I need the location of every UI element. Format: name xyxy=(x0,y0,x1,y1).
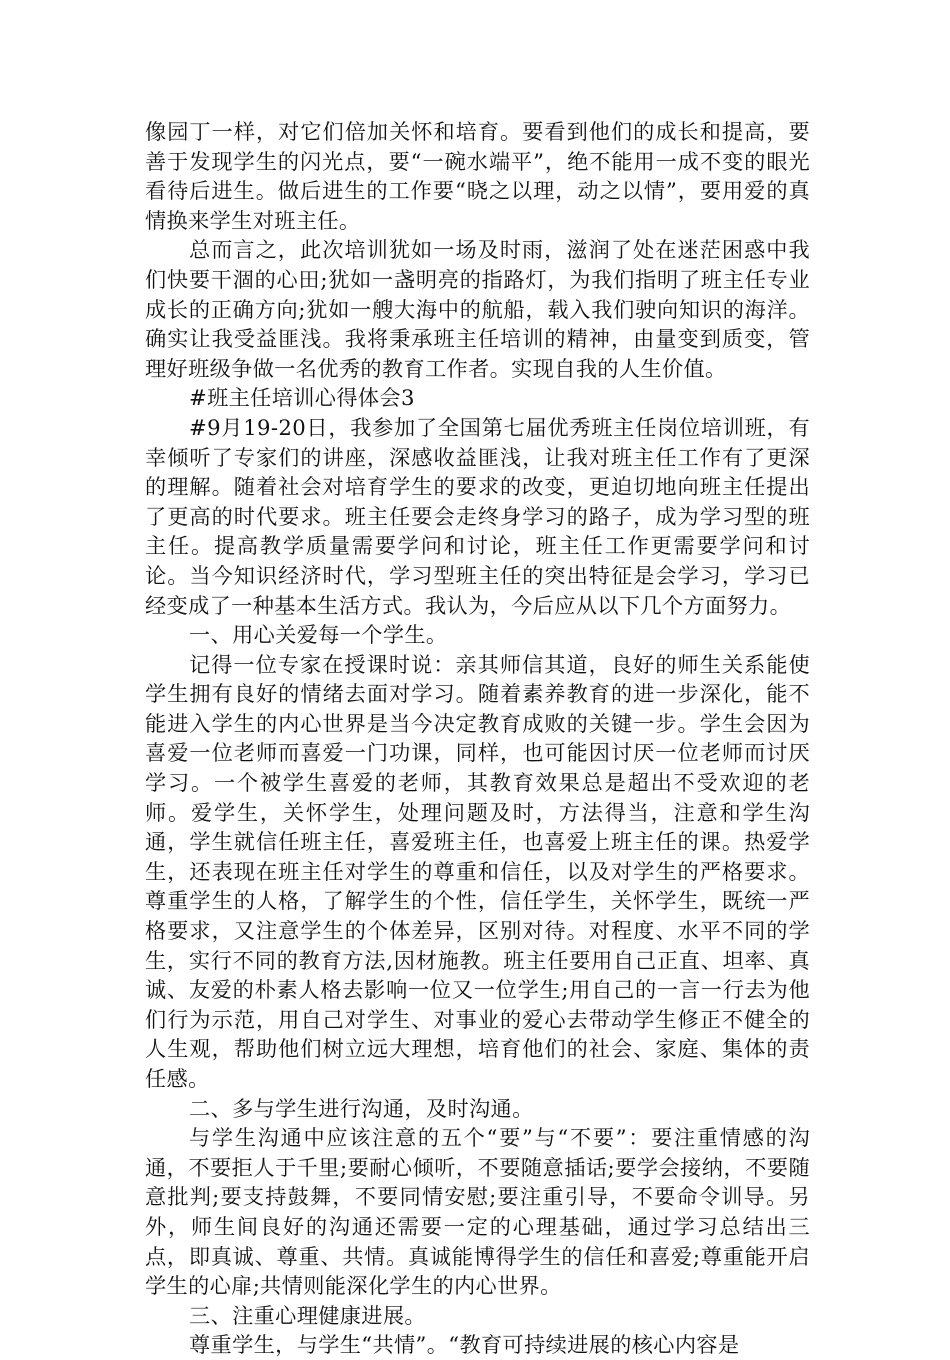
paragraph: 记得一位专家在授课时说：亲其师信其道，良好的师生关系能使学生拥有良好的情绪去面对学习。随着素养教育的进一步深化，能不能进入学生的内心世界是当今决定教育成败的关键一步。学生会因为喜爱一位老师而喜爱一门功课，同样，也可能因讨厌一位老师而讨厌学习。一个被学生喜爱的老师，其教育效果总是超出不受欢迎的老师。爱学生，关怀学生，处理问题及时，方法得当，注意和学生沟通，学生就信任班主任，喜爱班主任，也喜爱上班主任的课。热爱学生，还表现在班主任对学生的尊重和信任，以及对学生的严格要求。尊重学生的人格，了解学生的个性，信任学生，关怀学生，既统一严格要求，又注意学生的个体差异，区别对待。对程度、水平不同的学生，实行不同的教育方法,因材施教。班主任要用自己正直、坦率、真诚、友爱的朴素人格去影响一位又一位学生;用自己的一言一行去为他们行为示范，用自己对学生、对事业的爱心去带动学生修正不健全的人生观，帮助他们树立远大理想，培育他们的社会、家庭、集体的责任感。 xyxy=(145,651,810,1091)
section-heading: 一、用心关爱每一个学生。 xyxy=(189,622,448,648)
paragraph: 总而言之，此次培训犹如一场及时雨，滋润了处在迷茫困惑中我们快要干涸的心田;犹如一盏明亮的指路灯，为我们指明了班主任专业成长的正确方向;犹如一艘大海中的航船，载入我们驶向知识的海洋。确实让我受益匪浅。我将秉承班主任培训的精神，由量变到质变，管理好班级争做一名优秀的教育工作者。实现自我的人生价值。 xyxy=(145,237,810,381)
paragraph: 尊重学生，与学生“共情”。“教育可持续进展的核心内容是 xyxy=(189,1332,740,1358)
paragraph: 与学生沟通中应该注意的五个“要”与“不要”：要注重情感的沟通，不要拒人于千里;要耐心倾听，不要随意插话;要学会接纳，不要随意批判;要支持鼓舞，不要同情安慰;要注重引导，不要命令训导。另外，师生间良好的沟通还需要一定的心理基础，通过学习总结出三点，即真诚、尊重、共情。真诚能博得学生的信任和喜爱;尊重能开启学生的心扉;共情则能深化学生的内心世界。 xyxy=(145,1125,810,1299)
paragraph: #9月19-20日，我参加了全国第七届优秀班主任岗位培训班，有幸倾听了专家们的讲座，深感收益匪浅，让我对班主任工作有了更深的理解。随着社会对培育学生的要求的改变，更迫切地向班主任提出了更高的时代要求。班主任要会走终身学习的路子，成为学习型的班主任。提高教学质量需要学问和讨论，班主任工作更需要学问和讨论。当今知识经济时代，学习型班主任的突出特征是会学习，学习已经变成了一种基本生活方式。我认为，今后应从以下几个方面努力。 xyxy=(145,414,810,618)
section-heading: 二、多与学生进行沟通，及时沟通。 xyxy=(189,1095,534,1121)
paragraph: 像园丁一样，对它们倍加关怀和培育。要看到他们的成长和提高，要善于发现学生的闪光点，要“一碗水端平”，绝不能用一成不变的眼光看待后进生。做后进生的工作要“晓之以理，动之以情”，要用爱的真情换来学生对班主任。 xyxy=(145,119,810,233)
document-page xyxy=(145,117,810,1360)
section-heading: 三、注重心理健康进展。 xyxy=(189,1302,426,1328)
section-heading: #班主任培训心得体会3 xyxy=(189,385,415,411)
